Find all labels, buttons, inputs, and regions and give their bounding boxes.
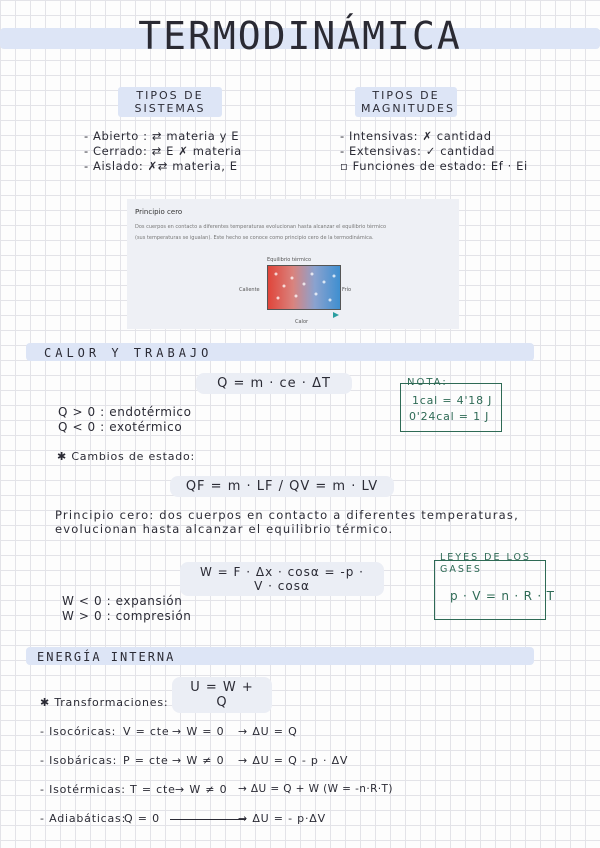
page-title: TERMODINÁMICA xyxy=(138,14,462,58)
tipos-sistemas-label-line1: TIPOS DE xyxy=(136,89,204,102)
internal-energy-formula: U = W + Q xyxy=(172,677,272,713)
tipos-magnitudes-label-line2: MAGNITUDES xyxy=(361,102,455,115)
energia-interna-heading: ENERGÍA INTERNA xyxy=(37,650,176,664)
diagram-title: Equilibrio térmico xyxy=(267,257,312,263)
phase-change-formula: QF = m · LF / QV = m · LV xyxy=(170,476,394,497)
tipos-sistemas-label xyxy=(118,87,222,117)
nota-line1: 1cal = 4'18 J xyxy=(412,394,493,407)
nota-line2: 0'24cal = 1 J xyxy=(409,410,490,423)
card-text-line2: (sus temperaturas se igualan). Este hecho se conoce como principio cero de la termodinámica. xyxy=(135,235,374,241)
work-formula: W = F · Δx · cosα = -p · V · cosα xyxy=(180,562,384,596)
heat-arrow-label: Calor xyxy=(295,319,309,325)
q-negative: Q < 0 : exotérmico xyxy=(58,420,183,434)
q-positive: Q > 0 : endotérmico xyxy=(58,405,192,419)
particles-icon xyxy=(268,266,340,309)
row-isobaricas-name: - Isobáricas: xyxy=(40,754,118,767)
row-isotermicas-w: → W ≠ 0 xyxy=(175,783,228,796)
list-item: - Abierto : ⇄ materia y E xyxy=(84,129,240,143)
hot-label: Caliente xyxy=(239,287,260,293)
list-item: - Cerrado: ⇄ E ✗ materia xyxy=(84,144,242,158)
row-adiabaticas-du: → ΔU = - p·ΔV xyxy=(238,812,326,825)
row-isobaricas-du: → ΔU = Q - p · ΔV xyxy=(238,754,349,767)
row-isocoricas-name: - Isocóricas: xyxy=(40,725,117,738)
w-negative: W < 0 : expansión xyxy=(62,594,183,608)
tipos-magnitudes-list xyxy=(340,129,560,174)
principio-cero-card xyxy=(127,199,459,329)
tipos-sistemas-list xyxy=(84,129,294,174)
tipos-magnitudes-label xyxy=(355,87,457,117)
transformaciones-label: ✱ Transformaciones: xyxy=(40,696,169,709)
row-isocoricas-du: → ΔU = Q xyxy=(238,725,298,738)
nota-box xyxy=(400,383,502,432)
list-item: - Intensivas: ✗ cantidad xyxy=(340,129,492,143)
principio-line2: evolucionan hasta alcanzar el equilibrio térmico. xyxy=(55,522,394,536)
tipos-sistemas-label-line2: SISTEMAS xyxy=(134,102,206,115)
thermal-equilibrium-diagram xyxy=(267,265,341,310)
card-text-line1: Dos cuerpos en contacto a diferentes temperaturas evolucionan hasta alcanzar el equilibrio térmico xyxy=(135,224,387,230)
list-item: - Extensivas: ✓ cantidad xyxy=(340,144,496,158)
row-isocoricas-cond: V = cte xyxy=(123,725,170,738)
nota-label: NOTA: xyxy=(407,377,448,388)
row-isotermicas-du: → ΔU = Q + W (W = -n·R·T) xyxy=(238,783,393,795)
row-adiabaticas-name: - Adiabáticas: xyxy=(40,812,127,825)
principio-line1: Principio cero: dos cuerpos en contacto a diferentes temperaturas, xyxy=(55,508,519,522)
list-item: ▫ Funciones de estado: Ef · Ei xyxy=(340,159,528,173)
row-isotermicas-name: - Isotérmicas: xyxy=(40,783,126,796)
row-isotermicas-cond: T = cte xyxy=(130,783,176,796)
row-isobaricas-w: → W ≠ 0 xyxy=(172,754,225,767)
heat-formula: Q = m · ce · ΔT xyxy=(196,373,352,394)
w-positive: W > 0 : compresión xyxy=(62,609,192,623)
row-adiabaticas-cond: Q = 0 xyxy=(124,812,160,825)
leyes-gases-label-line1: LEYES DE LOS xyxy=(440,552,531,563)
long-arrow-icon xyxy=(170,819,246,820)
cambios-estado: ✱ Cambios de estado: xyxy=(57,450,196,463)
row-isocoricas-w: → W = 0 xyxy=(172,725,225,738)
calor-trabajo-heading: CALOR Y TRABAJO xyxy=(44,346,213,360)
tipos-magnitudes-label-line1: TIPOS DE xyxy=(372,89,440,102)
list-item: - Aislado: ✗⇄ materia, E xyxy=(84,159,238,173)
ideal-gas-formula: p · V = n · R · T xyxy=(450,589,555,603)
row-isobaricas-cond: P = cte xyxy=(123,754,169,767)
leyes-gases-label-line2: GASES xyxy=(440,564,482,575)
card-title: Principio cero xyxy=(135,208,183,216)
cold-label: Frío xyxy=(342,287,352,293)
